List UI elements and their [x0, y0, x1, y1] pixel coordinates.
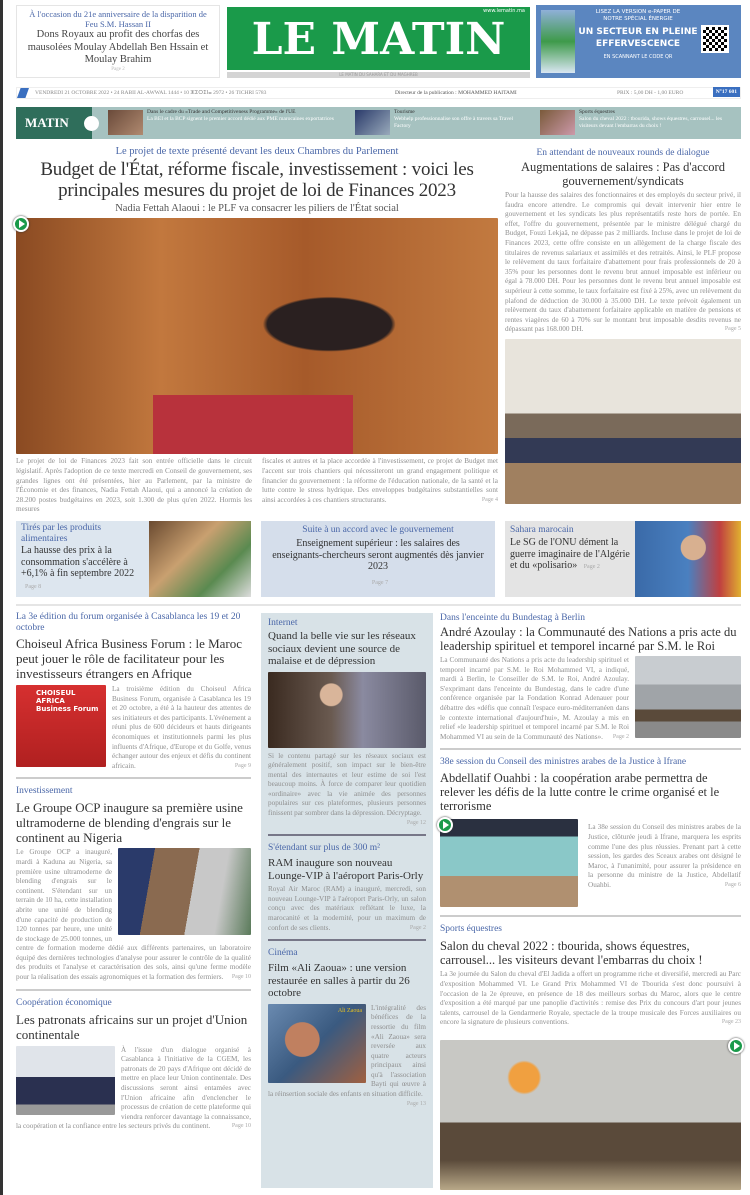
- tv-thumb: [540, 110, 575, 135]
- page-ref: Page 8: [25, 583, 42, 590]
- left-column: [16, 612, 251, 1190]
- matin-tv-brand: MATIN: [25, 115, 69, 130]
- article-photo: [16, 685, 106, 767]
- strip-title: [21, 545, 146, 593]
- qr-code-icon: [701, 25, 729, 53]
- article-kicker: 38e session du Conseil des ministres arabes de la Justice à Ifrane: [440, 757, 687, 768]
- article-kicker: Internet: [268, 618, 298, 628]
- page-ref: Page 13: [406, 1100, 426, 1107]
- ad-cover-image: [541, 10, 575, 73]
- page-ref: Page 7: [371, 579, 389, 586]
- article-choiseul[interactable]: [16, 612, 251, 771]
- logo[interactable]: [227, 7, 530, 70]
- strip-card[interactable]: [261, 521, 495, 597]
- teaser-page: Page 2: [111, 66, 125, 72]
- article-photo: [440, 819, 578, 907]
- article-body: [440, 970, 741, 1028]
- middle-column: [261, 613, 433, 1188]
- strip-photo: [149, 521, 251, 597]
- tv-item[interactable]: [579, 109, 737, 130]
- divider: [268, 939, 426, 941]
- tv-item-text: Webhelp professionnalise son offre à travers sa Travel Factory: [394, 116, 514, 129]
- divider: [16, 989, 251, 991]
- cheval-photo[interactable]: [440, 1040, 741, 1190]
- article-kicker: Sports équestres: [440, 924, 503, 935]
- date-row: [16, 87, 741, 99]
- salaires-kicker: En attendant de nouveaux rounds de dialogue: [536, 148, 710, 158]
- issue-number: N°17 601: [713, 87, 740, 97]
- page-ref: Page 9: [234, 762, 251, 769]
- main-photo[interactable]: [16, 218, 498, 454]
- salaires-body-text: Pour la hausse des salaires des fonctionnaires et des employés du secteur privé, il faudra encore attendre. Le compromis qui devait intervenir hier entre le gouvernement et les syndicats les plus représentatifs reste hors de portée. En effet, l'offre du gouvernement, présentée par le ministre délégué chargé du Budget, Fouzi Lekjaâ, ne dépasse pas 2 milliards. Incluse dans le projet de loi de Finances 2023, cette offre consiste en un allègement de la charge fiscale des titulaires de revenus salariaux et assimilés et des retraités. Ainsi, le PLF propose le relèvement du taux forfaitaire d'abattement pour frais professionnels de 20 à 35% pour les personnes dont le revenu brut annuel imposable est inférieur ou égal à 78.000 DH. Pour les personnes dont le revenu brut annuel imposable est supérieur à cette somme, le taux forfaitaire est fixé à 25%, avec un relèvement du plafond de déduction de 30.000 à 35.000 DH. Le texte prévoit également un relèvement du taux d'abattement forfaitaire applicable en matière de pensions et rentes viagères de 60 à 70% sur le montant brut imposable desdits revenus ne dépassant pas 168.000 DH.: [505, 191, 741, 334]
- article-body-text: La 38e session du Conseil des ministres arabes de la Justice, clôturée jeudi à Ifrane, marquera les esprits comme l'une des plus réussies. Prenant part à cette session, les gardes des Sceaux arabes ont désigné le Maroc, à l'unanimité, pour assurer la présidence en la personne du ministre de la Justice, Abdellatif Ouahbi.: [588, 823, 741, 889]
- article-title: Salon du cheval 2022 : tbourida, shows équestres, carrousel... les visiteurs devant l'embarras du choix !: [440, 939, 703, 968]
- article-cheval[interactable]: [440, 923, 741, 1028]
- main-story[interactable]: [16, 145, 498, 515]
- play-icon[interactable]: [84, 116, 99, 131]
- article-body-text: À l'issue d'un dialogue organisé à Casablanca à l'initiative de la CGEM, les patronats de 20 pays d'Afrique ont décidé de mettre en place leur Union continentale. Des discussions seront ainsi entamées avec l'Union africaine afin d'enclencher le processus de création de cette plateforme qui viendra renforcer davantage la connaissance, la coopération et la confiance entre les secteurs privés du continent.: [16, 1045, 251, 1131]
- ad-title: UN SECTEUR EN PLEINE EFFERVESCENCE: [578, 27, 698, 49]
- strip-title-text: Le SG de l'ONU dément la guerre imaginaire de l'Algérie et du «polisario»: [510, 537, 630, 571]
- article-title: Les patronats africains sur un projet d'Union continentale: [16, 1011, 248, 1042]
- ad-cta: EN SCANNANT LE CODE QR: [603, 54, 673, 60]
- podium: [153, 395, 353, 454]
- salaires-photo[interactable]: [505, 339, 741, 504]
- article-title: André Azoulay : la Communauté des Nations a pris acte du leadership spirituel et temporel incarné par S.M. le Roi: [440, 625, 737, 653]
- article-photo: [268, 1004, 366, 1083]
- epaper-ad[interactable]: [536, 5, 741, 78]
- page-ref: Page 2: [612, 733, 629, 740]
- page-ref: Page 2: [583, 564, 600, 570]
- tv-item-kicker: Sports équestres: [579, 109, 615, 115]
- article-title: Quand la belle vie sur les réseaux sociaux devient une source de malaise et de dépression: [268, 630, 416, 667]
- main-body-col1: Le projet de loi de Finances 2023 fait son entrée officielle dans le circuit législatif. Après l'adoption de ce texte mercredi en Conseil de gouvernement, ses grandes lignes ont été présentées, hier au Parlement, par la ministre de l'Économie et des finances, Nadia Fettah Alaoui, qui a annoncé la création de 28.200 postes budgétaires en 2023, soit 1.300 de plus qu'en 2022. Hormis les mesures: [16, 457, 252, 514]
- article-body-text: Si le contenu partagé sur les réseaux sociaux est généralement positif, son impact sur le bien-être mental des internautes et leur estime de soi l'est beaucoup moins. À force de comparer leur quotidien «ordinaire» avec la vie animée des personnes populaires sur ces plateformes, plusieurs personnes finissent par sombrer dans la dépression. Décryptage.: [268, 751, 426, 818]
- article-photo: [118, 848, 251, 935]
- divider: [268, 834, 426, 836]
- article-kicker: Cinéma: [268, 948, 298, 959]
- strip-title: Enseignement supérieur : les salaires des enseignants-chercheurs seront augmentés dès janvier 2023: [272, 538, 484, 572]
- article-body-text: Royal Air Maroc (RAM) a inauguré, mercredi, son nouveau Lounge-VIP à l'aéroport Paris-Orly, un salon conçu avec des matériaux reflétant le luxe, la marocanité et la modernité, pour un maximum de confort de ses clients.: [268, 885, 426, 932]
- teaser-kicker: À l'occasion du 21e anniversaire de la disparition de Feu S.M. Hassan II: [29, 9, 207, 29]
- tv-item-kicker: Dans le cadre du «Trade and Competitiveness Programme» de l'UE: [147, 109, 296, 115]
- article-kicker: Dans l'enceinte du Bundestag à Berlin: [440, 613, 585, 623]
- tv-item-kicker: Tourisme: [394, 109, 415, 115]
- strip-kicker: Tirés par les produits alimentaires: [21, 523, 102, 544]
- article-kicker: S'étendant sur plus de 300 m²: [268, 843, 380, 854]
- article-patronats[interactable]: [16, 997, 251, 1132]
- director: Directeur de la publication : MOHAMMED HAITAMI: [395, 90, 517, 96]
- main-subtitle: Nadia Fettah Alaoui : le PLF va consacrer les piliers de l'État social: [115, 203, 399, 214]
- salaires-title: Augmentations de salaires : Pas d'accord gouvernement/syndicats: [521, 160, 725, 188]
- main-headline: Budget de l'État, réforme fiscale, investissement : voici les principales mesures du projet de loi de Finances 2023: [40, 159, 474, 201]
- date-stripe-icon: [17, 88, 29, 98]
- article-azoulay[interactable]: [440, 612, 741, 742]
- video-play-icon[interactable]: [728, 1038, 744, 1054]
- tv-thumb: [108, 110, 143, 135]
- matin-tv-logo[interactable]: [16, 107, 92, 139]
- article-body: [268, 751, 426, 826]
- strip-card[interactable]: [505, 521, 741, 597]
- article-ouahbi[interactable]: [440, 756, 741, 909]
- article-title: Choiseul Africa Business Forum : le Maroc peut jouer le rôle de facilitateur pour les investisseurs étrangers en Afrique: [16, 636, 243, 681]
- page-ref: Page 12: [406, 819, 426, 826]
- header-teaser[interactable]: [16, 5, 220, 78]
- ad-line2: NOTRE SPÉCIAL ÉNERGIE: [603, 16, 673, 22]
- poster-title: Ali Zaoua: [337, 1007, 362, 1014]
- logo-text: LE MATIN: [251, 14, 506, 65]
- article-body-text: La Communauté des Nations a pris acte du leadership spirituel et temporel incarné par S.M. le Roi Mohammed VI, a indiqué, mardi à Berlin, le Conseiller de S.M. le Roi, André Azoulay. S'exprimant dans l'enceinte du Bundestag, dans le cadre d'une conférence organisée par la Fondation Konrad Adenauer pour débattre des «défis que connaît l'espace euro-méditerranéen dans le contexte international d'aujourd'hui», M. Azoulay a mis en relief «le leadership spirituel et temporel incarné par S.M. le Roi Mohammed VI au sein de la Communauté des Nations».: [440, 656, 629, 741]
- right-column: [440, 612, 741, 1190]
- article-internet[interactable]: [268, 617, 426, 828]
- article-kicker: Investissement: [16, 786, 73, 797]
- article-body-text: La troisième édition du Choiseul Africa Business Forum, organisée à Casablanca les 19 et 20 octobre, a été à la hauteur des attentes de ses initiateurs et des participants. L'événement a réuni plus de 600 décideurs et hauts dirigeants économiques et institutionnels parmi les plus influents d'Afrique, d'Europe et du Golfe, venus échanger autour des enjeux et défis du continent africain.: [112, 685, 251, 770]
- price: PRIX : 5,00 DH - 1,00 EURO: [617, 90, 684, 96]
- tv-item[interactable]: [394, 109, 524, 130]
- article-body-text: L'intégralité des bénéfices de la ressortie du film «Ali Zaoua» sera reversée aux quatre acteurs principaux ainsi qu'à l'association Bayti qui œuvre à la réinsertion sociale des enfants en situation difficile.: [268, 1003, 426, 1099]
- main-kicker: Le projet de texte présenté devant les deux Chambres du Parlement: [115, 146, 399, 157]
- video-play-icon[interactable]: [13, 216, 29, 232]
- page-ref: Page 2: [409, 924, 426, 931]
- strip-title: [510, 537, 630, 574]
- tv-item-text: La BEI et la BCP signent le premier accord dédié aux PME marocaines exportatrices: [147, 116, 334, 122]
- main-body-col2: [262, 457, 498, 515]
- article-photo: [635, 656, 741, 738]
- strip-photo: [635, 521, 741, 597]
- article-body-text: Le Groupe OCP a inauguré, mardi à Kaduna au Nigeria, sa première usine ultramoderne de blending d'engrais sur le continent. S'étendant sur un terrain de 10 ha, cette installation abrite une unité de blending d'une capacité de production de 120 tonnes par heure, une unité de stockage de 25.000 tonnes, un centre de formation moderne dédié aux différents partenaires, un laboratoire équipé des dernières technologies d'analyse pour assurer le contrôle de la qualité des produits et l'analyse et caractérisation des sols, ainsi qu'une ferme modèle pour la réalisation des essais agronomiques et la formation des fermiers.: [16, 848, 251, 982]
- page-ref: Page 23: [721, 1019, 741, 1026]
- ad-line1: LISEZ LA VERSION e-PAPER DE: [595, 9, 681, 15]
- main-body-col2-text: fiscales et autres et la place accordée à l'investissement, ce projet de Budget met l'accent sur trois chantiers qui nécessiteront un grand engagement politique et financier du gouvernement : la réforme de l'éducation nationale, de la santé et la lutte contre le stress hydrique. Des enveloppes budgétaires substantielles sont ainsi accordées à ces chantiers structurants.: [262, 457, 498, 504]
- article-cinema[interactable]: [268, 947, 426, 1109]
- article-kicker: La 3e édition du forum organisée à Casablanca les 19 et 20 octobre: [16, 612, 241, 633]
- video-play-icon[interactable]: [437, 817, 453, 833]
- article-ocp[interactable]: [16, 785, 251, 982]
- article-ram[interactable]: [268, 842, 426, 933]
- strip-title-text: La hausse des prix à la consommation s'accélère à +6,1% à fin septembre 2022: [21, 545, 135, 579]
- article-title: Film «Ali Zaoua» : une version restaurée en salles à partir du 26 octobre: [268, 962, 410, 1000]
- divider: [16, 777, 251, 779]
- article-title: RAM inaugure son nouveau Lounge-VIP à l'aéroport Paris-Orly: [268, 857, 424, 882]
- page-ref: Page 6: [724, 881, 741, 888]
- strip-kicker: Suite à un accord avec le gouvernement: [302, 525, 454, 535]
- page-ref: Page 5: [724, 326, 741, 333]
- strip-kicker: Sahara marocain: [510, 525, 574, 535]
- tv-item-text: Salon du cheval 2022 : tbourida, shows équestres, carrousel... les visiteurs devant l'embarras du choix !: [579, 116, 722, 129]
- article-title: Abdellatif Ouahbi : la coopération arabe permettra de relever les défis de la lutte contre le crime organisé et le terrorisme: [440, 771, 720, 814]
- divider: [440, 748, 741, 750]
- teaser-title: Dons Royaux au profit des chorfas des mausolées Moulay Abdellah Ben Hssain et Moulay Brahim: [27, 29, 209, 65]
- tv-thumb: [355, 110, 390, 135]
- tagline: LE MATIN DU SAHARA ET DU MAGHREB: [227, 72, 530, 78]
- strip-card[interactable]: [16, 521, 251, 597]
- article-title: Le Groupe OCP inaugure sa première usine ultramoderne de blending d'engrais sur le continent au Nigeria: [16, 800, 243, 846]
- article-photo: [268, 672, 426, 748]
- article-body-text: La 3e journée du Salon du cheval d'El Jadida a offert un programme riche et diversifié, mercredi au Parc d'exposition Mohammed VI. Le Grand Prix Mohammed VI de Tbourida s'est donc poursuivi à l'occasion de la 2e épreuve, en présence de 18 des meilleurs sorbas du Maroc, alors que le centre d'exposition a été marqué par une panoplie d'activités : remise des Prix du concours d'art pour jeunes talents, carrousel de la Gendarmerie Royale, spectacle de la troupe musicale des Forces auxiliaires ou encore la signature de plusieurs conventions.: [440, 970, 741, 1027]
- divider: [16, 604, 741, 606]
- salaires-story[interactable]: [505, 147, 741, 504]
- tv-item[interactable]: [147, 109, 347, 123]
- date: VENDREDI 21 OCTOBRE 2022 • 24 RABII AL-AWWAL 1444 • 10 ⵣⵉⵔⵉⵏⴰ 2972 • 26 TICHRI 5783: [35, 90, 267, 96]
- page-ref: Page 4: [481, 496, 498, 503]
- salaires-body: [505, 191, 741, 335]
- divider: [440, 915, 741, 917]
- photo-caption-text: CHOISEUL AFRICA Business Forum: [36, 689, 99, 713]
- matin-tv-bar[interactable]: [16, 107, 741, 139]
- article-body: [268, 885, 426, 933]
- page-ref: Page 10: [231, 974, 251, 981]
- logo-url: www.lematin.ma: [483, 8, 525, 14]
- article-kicker: Coopération économique: [16, 997, 112, 1008]
- article-photo: [16, 1046, 115, 1115]
- page-ref: Page 10: [231, 1123, 251, 1130]
